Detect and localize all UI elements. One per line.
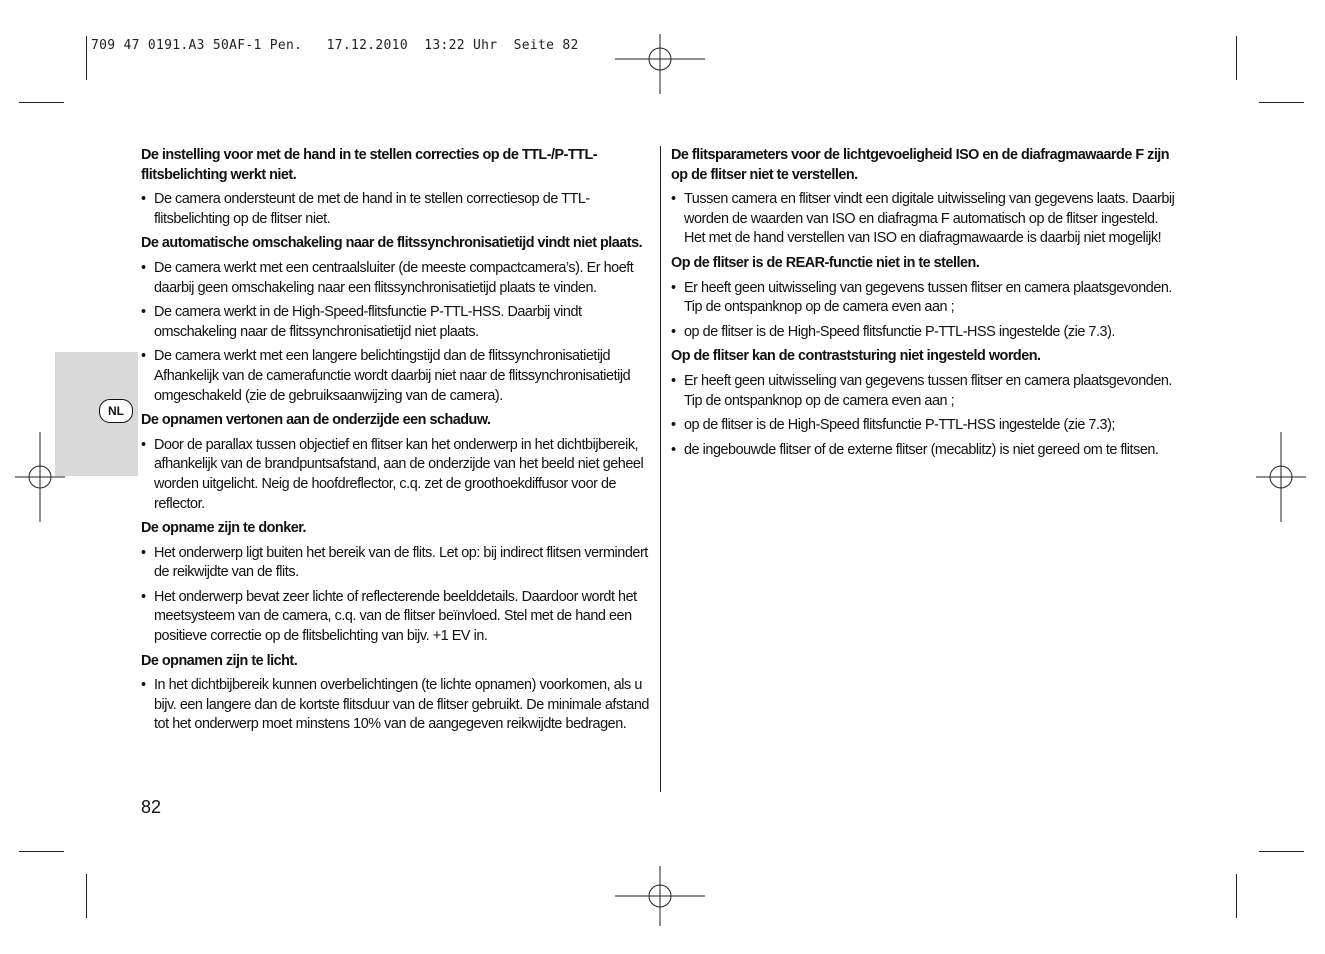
registration-mark-top-icon xyxy=(615,14,705,104)
crop-mark-top-left-v xyxy=(86,36,87,80)
crop-mark-top-left-h xyxy=(19,102,64,103)
list-item: • De camera werkt met een langere belichtingstijd dan de flitssynchronisatietijd Afhankelijk van de camerafunctie wordt daarbij niet naar de flitssynchronisatietijd omgeschakeld (zie de gebruiksaanwijzing van de camera). xyxy=(141,347,653,406)
registration-mark-bottom-icon xyxy=(615,851,705,941)
list-item: • op de flitser is de High-Speed flitsfunctie P-TTL-HSS ingestelde (zie 7.3); xyxy=(671,416,1181,436)
section-heading: De opnamen vertonen aan de onderzijde een schaduw. xyxy=(141,412,491,429)
crop-mark-bottom-right-v xyxy=(1236,874,1237,918)
section-heading: De flitsparameters voor de lichtgevoeligheid ISO en de diafragmawaarde F zijn op de flitser niet te verstellen. xyxy=(671,147,1170,183)
column-divider xyxy=(660,146,661,792)
right-column xyxy=(671,146,1181,465)
section-too-light xyxy=(141,652,653,735)
registration-mark-right-icon xyxy=(1236,432,1325,522)
section-rear-function xyxy=(671,254,1181,342)
section-too-dark xyxy=(141,519,653,647)
list-item: • Er heeft geen uitwisseling van gegevens tussen flitser en camera plaatsgevonden. Tip de ontspanknop op de camera even aan ; xyxy=(671,372,1181,411)
section-heading: De instelling voor met de hand in te stellen correcties op de TTL-/P-TTL-flitsbelichting werkt niet. xyxy=(141,147,598,183)
language-badge: NL xyxy=(99,399,133,423)
crop-mark-bottom-left-h xyxy=(19,851,64,852)
list-item: • Door de parallax tussen objectief en flitser kan het onderwerp in het dichtbijbereik, afhankelijk van de brandpuntsafstand, aan de onderzijde van het beeld niet geheel worden uitgelicht. Neig de hoofdreflector, c.q. zet de groothoekdiffusor voor de reflector. xyxy=(141,436,653,514)
page-number: 82 xyxy=(141,797,162,817)
list-item: • De camera werkt met een centraalsluiter (de meeste compactcamera’s). Er hoeft daarbij geen omschakeling naar een flitssynchronisatietijd plaats te vinden. xyxy=(141,259,653,298)
list-item: • De camera werkt in de High-Speed-flitsfunctie P-TTL-HSS. Daarbij vindt omschakeling naar de flitssynchronisatietijd niet plaats. xyxy=(141,303,653,342)
list-item: • op de flitser is de High-Speed flitsfunctie P-TTL-HSS ingestelde (zie 7.3). xyxy=(671,323,1181,343)
section-shadow xyxy=(141,411,653,514)
list-item: • In het dichtbijbereik kunnen overbelichtingen (te lichte opnamen) voorkomen, als u bijv. een langere dan de kortste flitsduur van de flitser gebruikt. De minimale afstand tot het onderwerp moet minstens 10% van de aangegeven reikwijdte bedragen. xyxy=(141,676,653,735)
section-heading: Op de flitser is de REAR-functie niet in te stellen. xyxy=(671,254,980,271)
list-item: • De camera ondersteunt de met de hand in te stellen correctiesop de TTL-flitsbelichting op de flitser niet. xyxy=(141,190,653,229)
section-contrast-control xyxy=(671,347,1181,460)
section-heading: Op de flitser kan de contraststuring niet ingesteld worden. xyxy=(671,348,1041,365)
section-heading: De opname zijn te donker. xyxy=(141,520,307,537)
section-heading: De opnamen zijn te licht. xyxy=(141,652,298,669)
list-item: • Tussen camera en flitser vindt een digitale uitwisseling van gegevens laats. Daarbij worden de waarden van ISO en diafragma F automatisch op de flitser ingesteld. Het met de hand verstellen van ISO en diafragmawaarde is daarbij niet mogelijk! xyxy=(671,190,1181,249)
list-item: • Er heeft geen uitwisseling van gegevens tussen flitser en camera plaatsgevonden. Tip de ontspanknop op de camera even aan ; xyxy=(671,279,1181,318)
print-slug: 709 47 0191.A3 50AF-1 Pen. 17.12.2010 13:22 Uhr Seite 82 xyxy=(91,38,579,53)
section-sync-switch xyxy=(141,234,653,406)
list-item: • Het onderwerp ligt buiten het bereik van de flits. Let op: bij indirect flitsen vermindert de reikwijdte van de flits. xyxy=(141,544,653,583)
crop-mark-top-right-v xyxy=(1236,36,1237,80)
left-column xyxy=(141,146,653,740)
list-item: • de ingebouwde flitser of de externe flitser (mecablitz) is niet gereed om te flitsen. xyxy=(671,441,1181,461)
crop-mark-bottom-left-v xyxy=(86,874,87,918)
crop-mark-top-right-h xyxy=(1259,102,1304,103)
section-flash-parameters xyxy=(671,146,1181,249)
list-item: • Het onderwerp bevat zeer lichte of reflecterende beelddetails. Daardoor wordt het meetsysteem van de camera, c.q. van de flitser beïnvloed. Stel met de hand een positieve correctie op de flitsbelichting van bijv. +1 EV in. xyxy=(141,588,653,647)
crop-mark-bottom-right-h xyxy=(1259,851,1304,852)
section-heading: De automatische omschakeling naar de flitssynchronisatietijd vindt niet plaats. xyxy=(141,235,643,252)
section-manual-correction xyxy=(141,146,653,229)
